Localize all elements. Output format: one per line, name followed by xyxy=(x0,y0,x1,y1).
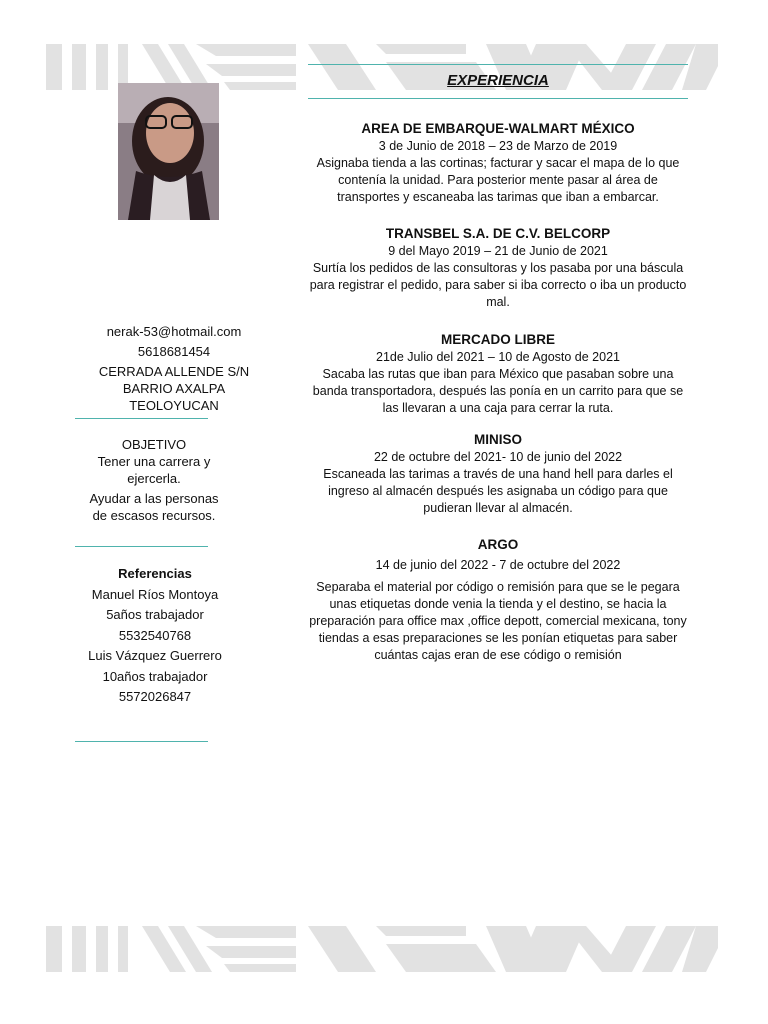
heading-rule-bottom xyxy=(308,98,688,99)
objective-line: de escasos recursos. xyxy=(92,508,216,523)
reference-role: 10años trabajador xyxy=(102,668,208,684)
references-title: Referencias xyxy=(118,566,192,581)
reference-role: 5años trabajador xyxy=(106,607,204,622)
profile-photo xyxy=(118,83,219,220)
job-title: ARGO xyxy=(477,537,519,552)
job-date: 9 del Mayo 2019 – 21 de Junio de 2021 xyxy=(388,244,608,258)
reference-name: Luis Vázquez Guerrero xyxy=(88,648,222,663)
job-entry xyxy=(308,331,688,417)
experience-heading: EXPERIENCIA xyxy=(447,72,549,89)
job-description: Asignaba tienda a las cortinas; facturar y sacar el mapa de lo que contenía la unidad. Para posterior mente pasar al área de transportes y escaneaba las tarimas que iban a embarcar. xyxy=(316,156,680,204)
objective-line: Ayudar a las personas xyxy=(89,491,219,506)
job-description: Escaneada las tarimas a través de una hand hell para darles el ingreso al almacén después les asignaba un código para que pudieran llevar al almacén. xyxy=(323,467,673,515)
references-block xyxy=(53,564,257,708)
divider xyxy=(75,546,208,547)
bottom-pattern-band xyxy=(46,926,718,972)
objective-title: OBJETIVO xyxy=(121,437,187,452)
objective-block xyxy=(52,436,256,524)
job-title: AREA DE EMBARQUE-WALMART MÉXICO xyxy=(361,121,635,136)
contact-block xyxy=(72,323,276,414)
email[interactable]: nerak-53@hotmail.com xyxy=(106,324,242,339)
job-entry xyxy=(308,120,688,206)
job-title: TRANSBEL S.A. DE C.V. BELCORP xyxy=(385,226,611,241)
divider xyxy=(75,741,208,742)
job-description: Surtía los pedidos de las consultoras y los pasaba por una báscula para registrar el pedido, para saber si iba correcto o iba un producto mal. xyxy=(309,261,687,309)
job-title: MERCADO LIBRE xyxy=(441,332,555,347)
heading-rule-top xyxy=(308,64,688,65)
objective-line: Tener una carrera y xyxy=(97,454,211,469)
job-date: 3 de Junio de 2018 – 23 de Marzo de 2019 xyxy=(378,139,618,153)
job-entry xyxy=(308,536,688,664)
job-date: 21de Julio del 2021 – 10 de Agosto de 2021 xyxy=(376,350,620,364)
job-title: MINISO xyxy=(473,432,522,447)
objective-line: ejercerla. xyxy=(127,471,181,486)
divider xyxy=(75,418,208,419)
address-line-1: CERRADA ALLENDE S/N xyxy=(98,364,250,379)
job-description: Separaba el material por código o remisión para que se le pegara unas etiquetas donde venia la tienda y el destino, se hacia la preparación para office max ,office depott, comercial mexicana, tony tiendas a esas preparaciones se les ponían etiquetas para saber cuántas cajas eran de ese código o remisión xyxy=(309,580,687,662)
job-description: Sacaba las rutas que iban para México que pasaban sobre una banda transportadora, después las ponía en un carrito para que se las llevaran a una caja para cerrar la ruta. xyxy=(312,367,684,415)
job-entry xyxy=(308,225,688,311)
reference-phone: 5532540768 xyxy=(118,627,192,643)
address-line-3: TEOLOYUCAN xyxy=(129,398,219,413)
job-entry xyxy=(308,431,688,517)
job-date: 22 de octubre del 2021- 10 de junio del 2022 xyxy=(373,450,623,464)
job-date: 14 de junio del 2022 - 7 de octubre del 2022 xyxy=(375,558,621,572)
reference-name: Manuel Ríos Montoya xyxy=(91,586,219,602)
phone: 5618681454 xyxy=(137,344,211,359)
address-line-2: BARRIO AXALPA xyxy=(122,381,226,396)
reference-phone: 5572026847 xyxy=(118,689,192,704)
